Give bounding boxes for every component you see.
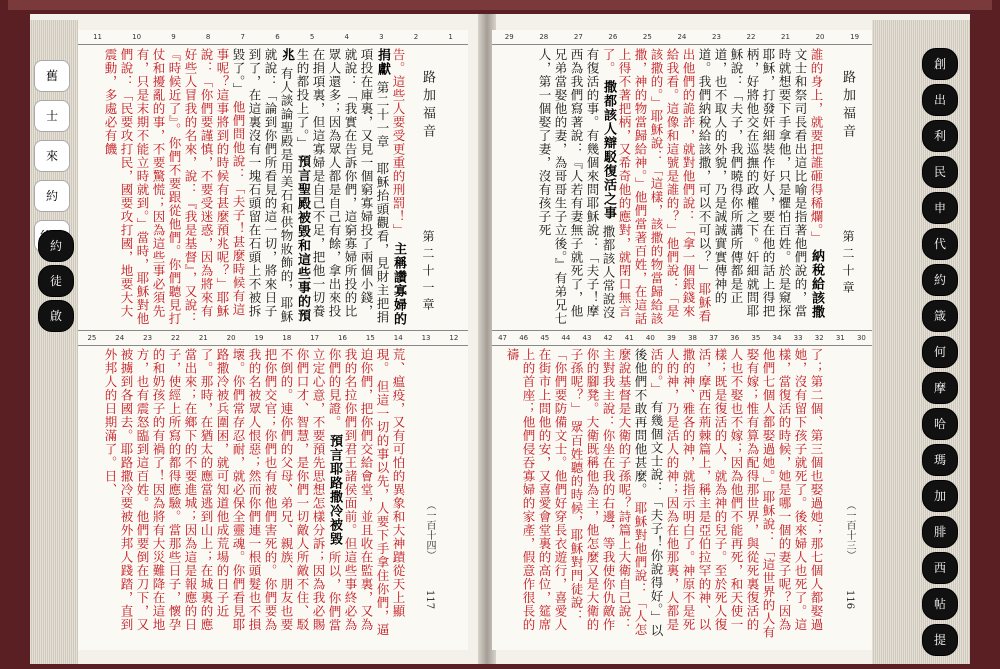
verse-number: 19 [850,33,860,41]
verse-number: 18 [282,334,292,342]
verse-number: 23 [711,33,721,41]
thumb-tab[interactable]: 民 [922,156,958,188]
verse-number: 25 [87,334,97,342]
scripture-text: 耶穌對他們說：「人怎麼說基督是大衛的子孫呢？詩篇上大衛自己說：主對我主說：你坐在我的右邊，等我使你仇敵作你的腳凳。大衛既稱他為主，他怎麼又是大衛的子孫呢？」 [569,348,648,637]
scripture-text: 所以，你們當立定心意，不要預先思想怎樣分訴；因為我必賜你們口才、智慧，是你們一切敵人所敵不住、駁不倒的。連你們的父母、弟兄、親族、朋友也要把你們交官；你們也有被他們害死的。你們要為我的名被眾人恨惡；然而你們連一根頭髮也不損壞。你們常存忍耐，就必保全靈魂。你們看見耶路撒冷被兵圍困，就可知道他成荒場的日子近了。那時，在猶太的應當逃到山上；在城裏的應當出來；在鄉下的不要進城；因為這是報應的日子，使經上所寫的都得應驗。當那些日子，懷孕的和奶孩子的有禍了！因為將有大災難降在這地方，也有震怒臨到這百姓。他們要倒在刀下，又被擄到各國去。耶路撒冷要被外邦人踐踏，直到外邦人的日期滿了。日、 [103,348,342,632]
verse-number: 33 [793,334,803,342]
thumb-tab[interactable]: 腓 [922,516,958,548]
page-number: 116 [844,590,855,610]
scripture-text: 文士和祭司長看出這比喻是指著他們說的，當時就想要下手拿他，只是懼怕百姓。於是窺探耶穌，打發奸細裝作好人，要在他的話上得把柄，好將他交在巡撫的政權之下。奸細就問耶穌說：「夫子，我們曉得你所講所傳都是正道，也不取人的外貌，乃是誠誠實實傳神的道。我們納稅給該撒，可以不可以？」 [697,48,808,318]
verse-number: 7 [240,33,246,41]
section-heading: 主稱讚寡婦的捐獻 [375,48,406,326]
thumb-tab[interactable]: 瑪 [922,444,958,476]
thumb-tab[interactable]: 何 [922,336,958,368]
verse-number: 11 [93,33,102,41]
verse-number: 1 [448,33,453,41]
verse-number: 21 [781,33,790,41]
scripture-text: 誰的身上，就要把誰砸得稀爛。」 [809,48,824,245]
verse-number: 3 [379,33,384,41]
scripture-text: 有幾個文士說：「夫子！你說得好。」以後他們不敢再問他甚麼。 [633,348,664,638]
verse-number: 36 [730,334,740,342]
verse-number: 37 [709,334,719,342]
verse-number: 16 [338,334,347,342]
verse-number: 40 [645,334,655,342]
verse-number: 15 [365,334,375,342]
thumb-tab[interactable]: 摩 [922,372,958,404]
verse-number: 22 [170,334,180,342]
verse-number: 47 [498,334,508,342]
thumb-tab[interactable]: 利 [922,120,958,152]
left-thumb-index [34,40,76,660]
lower-text-block [494,348,824,644]
thumb-tab[interactable]: 箴 [922,300,958,332]
page-number-alt: （一百十三） [844,500,855,560]
verse-number: 14 [393,334,403,342]
book-title: 路加福音 [420,70,435,142]
verse-number: 39 [666,334,676,342]
verse-number: 29 [504,33,514,41]
verse-number: 24 [115,334,125,342]
upper-text-block [80,48,406,326]
section-heading: 預言聖殿被毀和這些事的預兆 [279,48,310,323]
verse-number: 46 [519,334,529,342]
verse-number: 44 [561,334,571,342]
verse-number: 25 [642,33,652,41]
verse-number: 8 [205,33,211,41]
verse-number: 12 [449,334,459,342]
verse-number: 5 [309,33,315,41]
right-thumb-index [900,40,960,660]
left-page [78,30,468,650]
lower-text-block [80,348,406,644]
thumb-tab[interactable]: 申 [922,192,958,224]
scripture-text: 撒都該人常說沒有復活的事。有幾個來問耶穌說：「夫子！摩西為我們寫著說：『人若有妻無子就死了，他兄弟當娶他的妻，為哥哥生子立後。』有弟兄七人，第一個娶了妻，沒有孩子死 [537,48,616,326]
thumb-tab[interactable]: 提 [922,624,958,656]
thumb-tab[interactable]: 加 [922,480,958,512]
verse-number: 43 [582,334,592,342]
verse-number: 9 [171,33,176,41]
verse-number: 27 [573,33,583,41]
verse-number: 32 [814,334,824,342]
verse-index-top [492,30,872,45]
verse-number: 20 [815,33,825,41]
verse-number: 10 [132,33,142,41]
verse-number: 34 [772,334,782,342]
verse-index-middle [492,330,872,346]
verse-number: 21 [198,334,208,342]
upper-text-block [494,48,824,326]
right-page [492,30,872,650]
section-heading: 撒都該人辯駁復活之事 [601,79,616,220]
thumb-tab[interactable]: 約 [922,264,958,296]
verse-number: 42 [603,334,613,342]
section-heading: 預言耶路撒冷被毀 [327,433,342,546]
thumb-tab[interactable]: 出 [922,84,958,116]
verse-number: 30 [856,334,866,342]
thumb-tab[interactable]: 舊 [34,60,70,92]
thumb-tab[interactable]: 代 [922,228,958,260]
verse-number: 19 [254,334,264,342]
book-title: 路加福音 [840,70,855,142]
thumb-tab-active[interactable]: 徒 [38,265,74,297]
verse-number: 22 [746,33,756,41]
scripture-text: 第二十一章 耶穌抬頭觀看，見財主把捐項投在庫裏，又見一個窮寡婦投了兩個小錢，就說：「我實在告訴你們，這窮寡婦所投的比眾人還多；因為眾人都是自己有餘，拿出來投在捐項裏，但這寡婦是自己不足，把他一切養生的都投上了。」 [295,48,390,324]
scripture-text: 他們問他說：「夫子！甚麼時候有這事呢？這事將到的時候有甚麼預兆呢？」耶穌說：「你們要謹慎，不要受迷惑，因為將來有好些人冒我的名來，說：『我是基督』，又說：『時候近了』。你們不要跟從他們。你們聽見打仗和擾亂的事，不要驚慌；因為這些事必須先有，只是末期不能立時就到。」當時，耶穌對他們說：「民要攻打民，國要攻打國，地要大大震動，多處必有饑 [103,48,246,326]
scripture-text: 了；第二個、第三個也娶過她；那七個人都娶過她，沒有留下孩子就死了。後來婦人也死了。這樣，當復活的時候，她是哪一個的妻子呢？因為他們七個人都娶過她。」耶穌說：「這世界的人有娶有嫁；惟有算為配得那世界，與從死裏復活的人也不娶也不嫁；因為他們不能再死，和天使一樣；既是復活的人，就為神的兒子。至於死人復活，摩西在荊棘篇上，稱主是亞伯拉罕的神、以撒的神、雅各的神，就指示明白了。神原不是死人的神，乃是活人的神；因為在他那裏，人都是活的。」 [649,348,824,639]
scripture-text: 眾百姓聽的時候，耶穌對門徒說：「你們要防備文士。他們好穿長衣遊行，喜愛人在街市上問他的安，又喜愛會堂裏的高位，筵席上的首座；他們侵吞寡婦的家產，假意作很長的禱 [505,348,584,632]
verse-number: 23 [143,334,153,342]
scripture-text: 耶穌看出他們的詭詐，就對他們說：「拿一個銀錢來給我看。這像和這號是誰的？」他們說：「是該撒的。」耶穌說：「這樣，該撒的物當歸給該撒，神的物當歸給神。」他們當著百姓，在這話上得不著把柄，又希奇他的應對，就閉口無言了。 [601,48,712,326]
thumb-tab[interactable]: 帖 [922,588,958,620]
verse-index-middle [78,330,468,346]
page-number: 117 [424,590,435,610]
scripture-text: 荒、瘟疫，又有可怕的異象和大神蹟從天上顯現。 [375,348,406,618]
thumb-tab[interactable]: 哈 [922,408,958,440]
page-number-alt: （一百十四） [424,500,435,560]
verse-index-top [78,30,468,45]
scripture-text: 有人談論聖殿是用美石和供物妝飾的，耶穌就說：「論到你們所看見的這一切，將來日子到了，在這裏沒有一塊石頭留在石頭上不被拆毀了。」 [231,48,294,324]
chapter-label: 第二十一章 [421,230,435,315]
scripture-text: 但這一切的事以先，人要下手拿住你們，逼迫你們，把你們交給會堂，並且收在監裏，又為我的名拉你們到君王諸侯面前。但這些事終必為你們的見證。 [327,348,390,637]
scripture-text: 告。這些人要受更重的刑罰！」 [391,48,406,237]
verse-number: 2 [413,33,419,41]
thumb-tab[interactable]: 士 [34,100,70,132]
thumb-tab[interactable]: 西 [922,552,958,584]
section-heading: 納稅給該撒 [809,249,824,320]
verse-number: 26 [608,33,618,41]
verse-number: 24 [677,33,687,41]
thumb-tab[interactable]: 約 [34,180,70,212]
thumb-tab-active[interactable]: 啟 [38,300,74,332]
verse-number: 38 [688,334,697,342]
verse-number: 28 [539,33,549,41]
verse-number: 13 [421,334,431,342]
verse-number: 4 [344,33,349,41]
thumb-tab[interactable]: 創 [922,48,958,80]
thumb-tab-active[interactable]: 約 [38,230,74,262]
verse-number: 31 [835,334,845,342]
verse-number: 41 [624,334,634,342]
thumb-tab[interactable]: 來 [34,140,70,172]
verse-number: 17 [310,334,320,342]
chapter-label: 第二十章 [841,230,855,298]
verse-number: 35 [751,334,761,342]
zipper [8,0,992,10]
verse-number: 20 [226,334,236,342]
verse-number: 6 [275,33,280,41]
verse-number: 45 [540,334,550,342]
